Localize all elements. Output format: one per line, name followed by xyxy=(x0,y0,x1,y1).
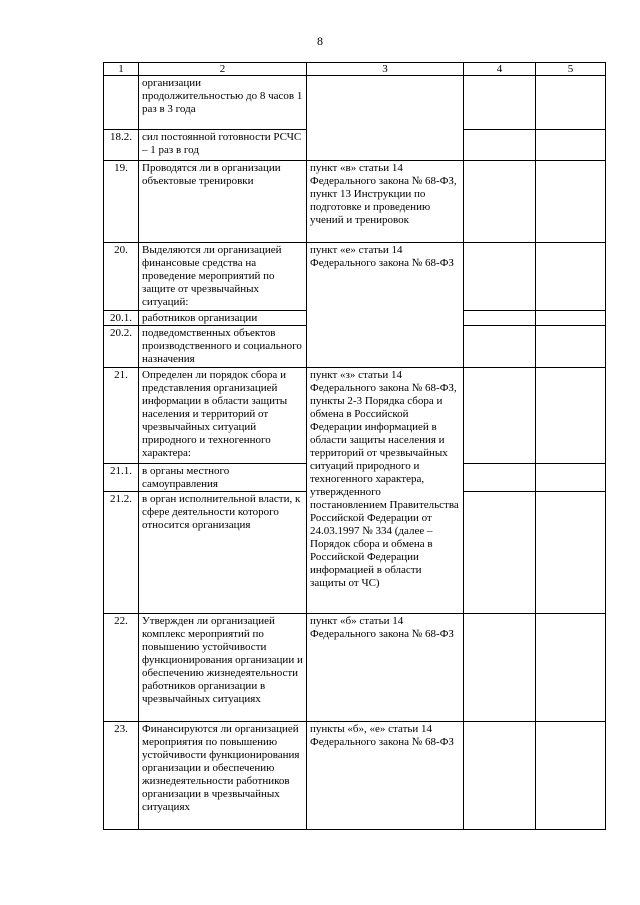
row-reference: пункт «б» статьи 14 Федерального закона № 68-ФЗ xyxy=(307,614,464,722)
row-col-4 xyxy=(464,130,536,161)
row-reference: пункт «е» статьи 14 Федерального закона № 68-ФЗ xyxy=(307,243,464,368)
row-col-4 xyxy=(464,76,536,130)
row-col-5 xyxy=(536,243,606,311)
row-number xyxy=(104,76,139,130)
row-col-4 xyxy=(464,311,536,326)
row-number: 20.2. xyxy=(104,326,139,368)
row-col-5 xyxy=(536,76,606,130)
row-question: организации продолжительностью до 8 часов 1 раз в 3 года xyxy=(139,76,307,130)
row-col-5 xyxy=(536,311,606,326)
row-col-5 xyxy=(536,326,606,368)
row-col-5 xyxy=(536,492,606,614)
checklist-table xyxy=(103,62,606,830)
row-question: Выделяются ли организацией финансовые средства на проведение мероприятий по защите от чрезвычайных ситуаций: xyxy=(139,243,307,311)
row-question: Определен ли порядок сбора и представления организацией информации в области защиты населения и территорий от чрезвычайных ситуаций природного и техногенного характера: xyxy=(139,368,307,464)
row-col-5 xyxy=(536,130,606,161)
row-number: 22. xyxy=(104,614,139,722)
row-question: сил постоянной готовности РСЧС – 1 раз в год xyxy=(139,130,307,161)
header-col-4: 4 xyxy=(464,63,536,76)
row-col-4 xyxy=(464,326,536,368)
table-row xyxy=(104,368,606,464)
row-col-4 xyxy=(464,492,536,614)
table-row xyxy=(104,76,606,130)
table-row xyxy=(104,161,606,243)
header-col-5: 5 xyxy=(536,63,606,76)
table-row xyxy=(104,614,606,722)
row-question: работников организации xyxy=(139,311,307,326)
row-number: 18.2. xyxy=(104,130,139,161)
row-number: 19. xyxy=(104,161,139,243)
row-number: 21.2. xyxy=(104,492,139,614)
header-col-3: 3 xyxy=(307,63,464,76)
row-question: подведомственных объектов производственного и социального назначения xyxy=(139,326,307,368)
row-col-5 xyxy=(536,368,606,464)
row-number: 21.1. xyxy=(104,464,139,492)
row-question: Финансируются ли организацией мероприятия по повышению устойчивости функционирования организации и обеспечению жизнедеятельности работников организации в чрезвычайных ситуациях xyxy=(139,722,307,830)
row-number: 20. xyxy=(104,243,139,311)
row-number: 20.1. xyxy=(104,311,139,326)
row-reference: пункт «з» статьи 14 Федерального закона № 68-ФЗ, пункты 2-3 Порядка сбора и обмена в Российской Федерации информацией в области защиты населения и территорий от чрезвычайных ситуаций природного и техногенного характера, утвержденного постановлением Правительства Российской Федерации от 24.03.1997 № 334 (далее – Порядок сбора и обмена в Российской Федерации информацией в области защиты от ЧC) xyxy=(307,368,464,614)
row-col-5 xyxy=(536,614,606,722)
row-col-4 xyxy=(464,368,536,464)
row-col-5 xyxy=(536,722,606,830)
row-col-4 xyxy=(464,722,536,830)
row-col-4 xyxy=(464,464,536,492)
row-col-4 xyxy=(464,243,536,311)
row-question: в орган исполнительной власти, к сфере деятельности которого относится организация xyxy=(139,492,307,614)
page-number: 8 xyxy=(317,34,323,48)
row-question: в органы местного самоуправления xyxy=(139,464,307,492)
row-col-5 xyxy=(536,161,606,243)
header-col-2: 2 xyxy=(139,63,307,76)
row-reference xyxy=(307,76,464,161)
row-col-5 xyxy=(536,464,606,492)
row-number: 21. xyxy=(104,368,139,464)
row-col-4 xyxy=(464,614,536,722)
row-question: Утвержден ли организацией комплекс мероприятий по повышению устойчивости функционирования организации и обеспечению жизнедеятельности работников организации в чрезвычайных ситуациях xyxy=(139,614,307,722)
row-reference: пункт «в» статьи 14 Федерального закона № 68-ФЗ, пункт 13 Инструкции по подготовке и проведению учений и тренировок xyxy=(307,161,464,243)
header-row xyxy=(104,63,606,76)
header-col-1: 1 xyxy=(104,63,139,76)
row-number: 23. xyxy=(104,722,139,830)
table-row xyxy=(104,722,606,830)
row-col-4 xyxy=(464,161,536,243)
row-question: Проводятся ли в организации объектовые тренировки xyxy=(139,161,307,243)
row-reference: пункты «б», «е» статьи 14 Федерального закона № 68-ФЗ xyxy=(307,722,464,830)
table-row xyxy=(104,243,606,311)
